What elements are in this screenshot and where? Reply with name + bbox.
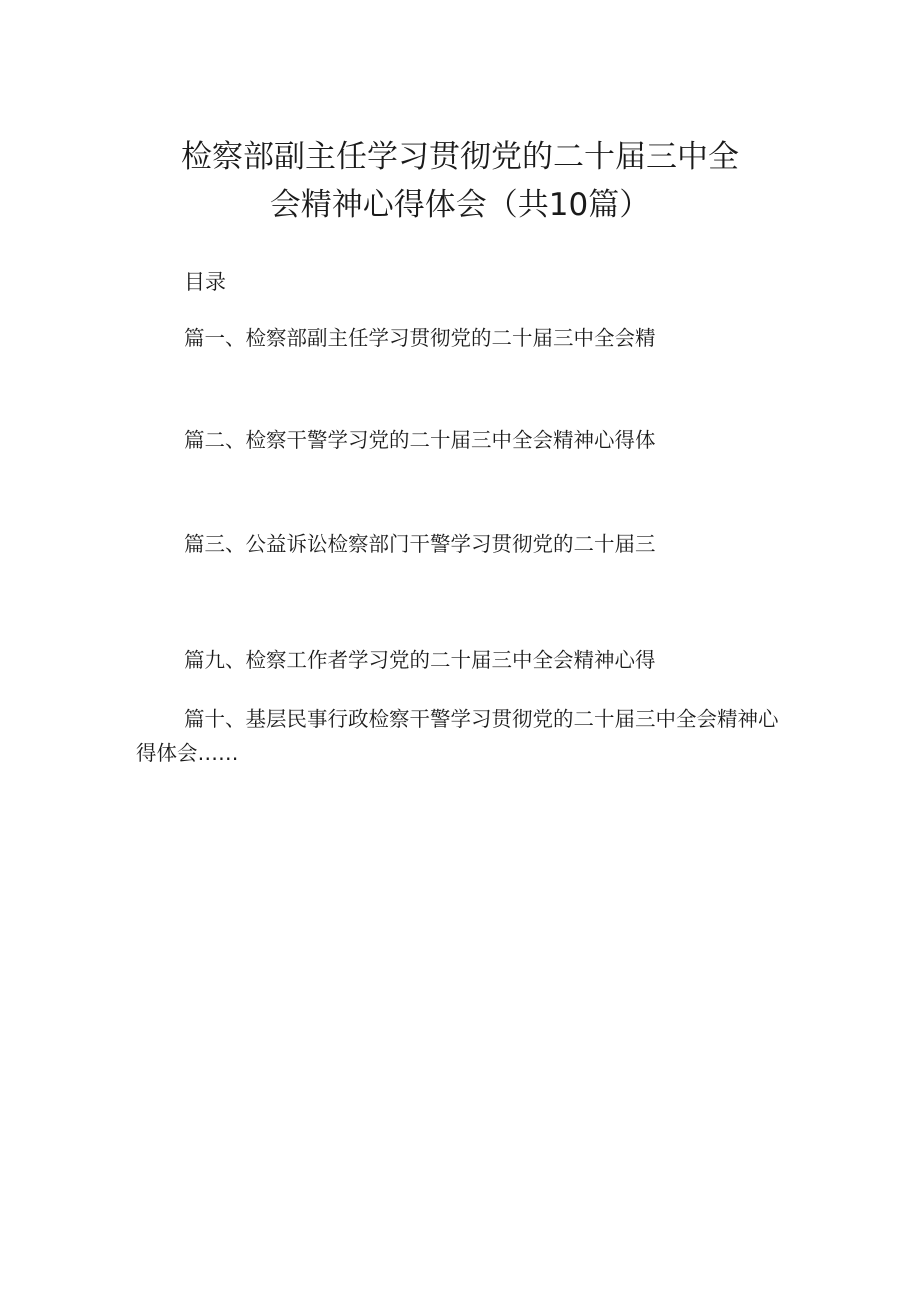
toc-heading: 目录: [184, 270, 226, 294]
toc-item-9: 篇九、检察工作者学习党的二十届三中全会精神心得: [184, 648, 656, 672]
toc-item-3: 篇三、公益诉讼检察部门干警学习贯彻党的二十届三: [184, 532, 656, 556]
toc-item-10: 篇十、基层民事行政检察干警学习贯彻党的二十届三中全会精神心得体会……: [136, 707, 779, 765]
document-title-line-2: 会精神心得体会（共10篇）: [269, 187, 651, 223]
toc-item-2: 篇二、检察干警学习党的二十届三中全会精神心得体: [184, 428, 656, 452]
document-title-line-1: 检察部副主任学习贯彻党的二十届三中全: [181, 139, 739, 175]
toc-item-1: 篇一、检察部副主任学习贯彻党的二十届三中全会精: [184, 326, 656, 350]
